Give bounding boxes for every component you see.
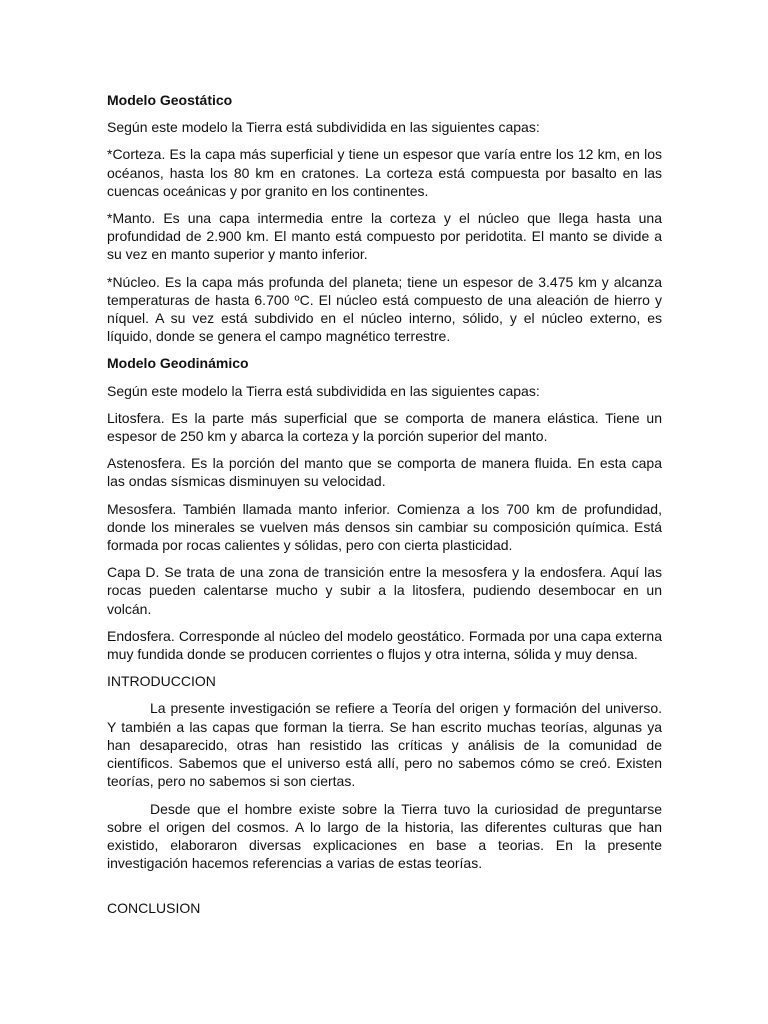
capa-d-paragraph: Capa D. Se trata de una zona de transición entre la mesosfera y la endosfera. Aquí las rocas pueden calentarse mucho y subir a la litosfera, pudiendo desembocar en un volcán.	[107, 564, 662, 617]
geodynamic-intro: Según este modelo la Tierra está subdividida en las siguientes capas:	[107, 382, 540, 399]
mesosfera-paragraph: Mesosfera. También llamada manto inferior. Comienza a los 700 km de profundidad, donde los minerales se vuelven más densos sin cambiar su composición química. Está formada por rocas calientes y sólidas, pero con cierta plasticidad.	[107, 500, 662, 554]
geostatic-intro: Según este modelo la Tierra está subdividida en las siguientes capas:	[107, 119, 540, 136]
astenosfera-paragraph: Astenosfera. Es la porción del manto que se comporta de manera fluida. En esta capa las ondas sísmicas disminuyen su velocidad.	[107, 455, 662, 490]
document-page	[107, 91, 662, 927]
corteza-paragraph: *Corteza. Es la capa más superficial y tiene un espesor que varía entre los 12 km, en los océanos, hasta los 80 km en cratones. La corteza está compuesta por basalto en las cuencas oceánicas y por granito en los continentes.	[107, 146, 662, 199]
introduccion-paragraph-2: Desde que el hombre existe sobre la Tierra tuvo la curiosidad de preguntarse sobre el origen del cosmos. A lo largo de la historia, las diferentes culturas que han existido, elaboraron diversas explicaciones en base a teorias. En la presente investigación hacemos referencias a varias de estas teorías.	[107, 800, 662, 872]
introduccion-paragraph-1: La presente investigación se refiere a Teoría del origen y formación del universo. Y también a las capas que forman la tierra. Se han escrito muchas teorías, algunas ya han desaparecido, otras han resistido las críticas y análisis de la comunidad de científicos. Sabemos que el universo está allí, pero no sabemos cómo se creó. Existen teorías, pero no sabemos si son ciertas.	[107, 700, 662, 790]
litosfera-paragraph: Litosfera. Es la parte más superficial que se comporta de manera elástica. Tiene un espesor de 250 km y abarca la corteza y la porción superior del manto.	[107, 409, 662, 445]
manto-paragraph: *Manto. Es una capa intermedia entre la corteza y el núcleo que llega hasta una profundidad de 2.900 km. El manto está compuesto por peridotita. El manto se divide a su vez en manto superior y manto inferior.	[107, 210, 662, 263]
nucleo-paragraph: *Núcleo. Es la capa más profunda del planeta; tiene un espesor de 3.475 km y alcanza temperaturas de hasta 6.700 ºC. El núcleo está compuesto de una aleación de hierro y níquel. A su vez está subdivido en el núcleo interno, sólido, y el núcleo externo, es líquido, donde se genera el campo magnético terrestre.	[107, 273, 662, 345]
endosfera-paragraph: Endosfera. Corresponde al núcleo del modelo geostático. Formada por una capa externa muy fundida donde se producen corrientes o flujos y otra interna, sólida y muy densa.	[107, 627, 662, 663]
geostatic-heading: Modelo Geostático	[107, 92, 233, 108]
introduccion-title: INTRODUCCION	[107, 673, 216, 690]
geodynamic-heading: Modelo Geodinámico	[107, 355, 249, 372]
conclusion-title: CONCLUSION	[107, 900, 201, 917]
